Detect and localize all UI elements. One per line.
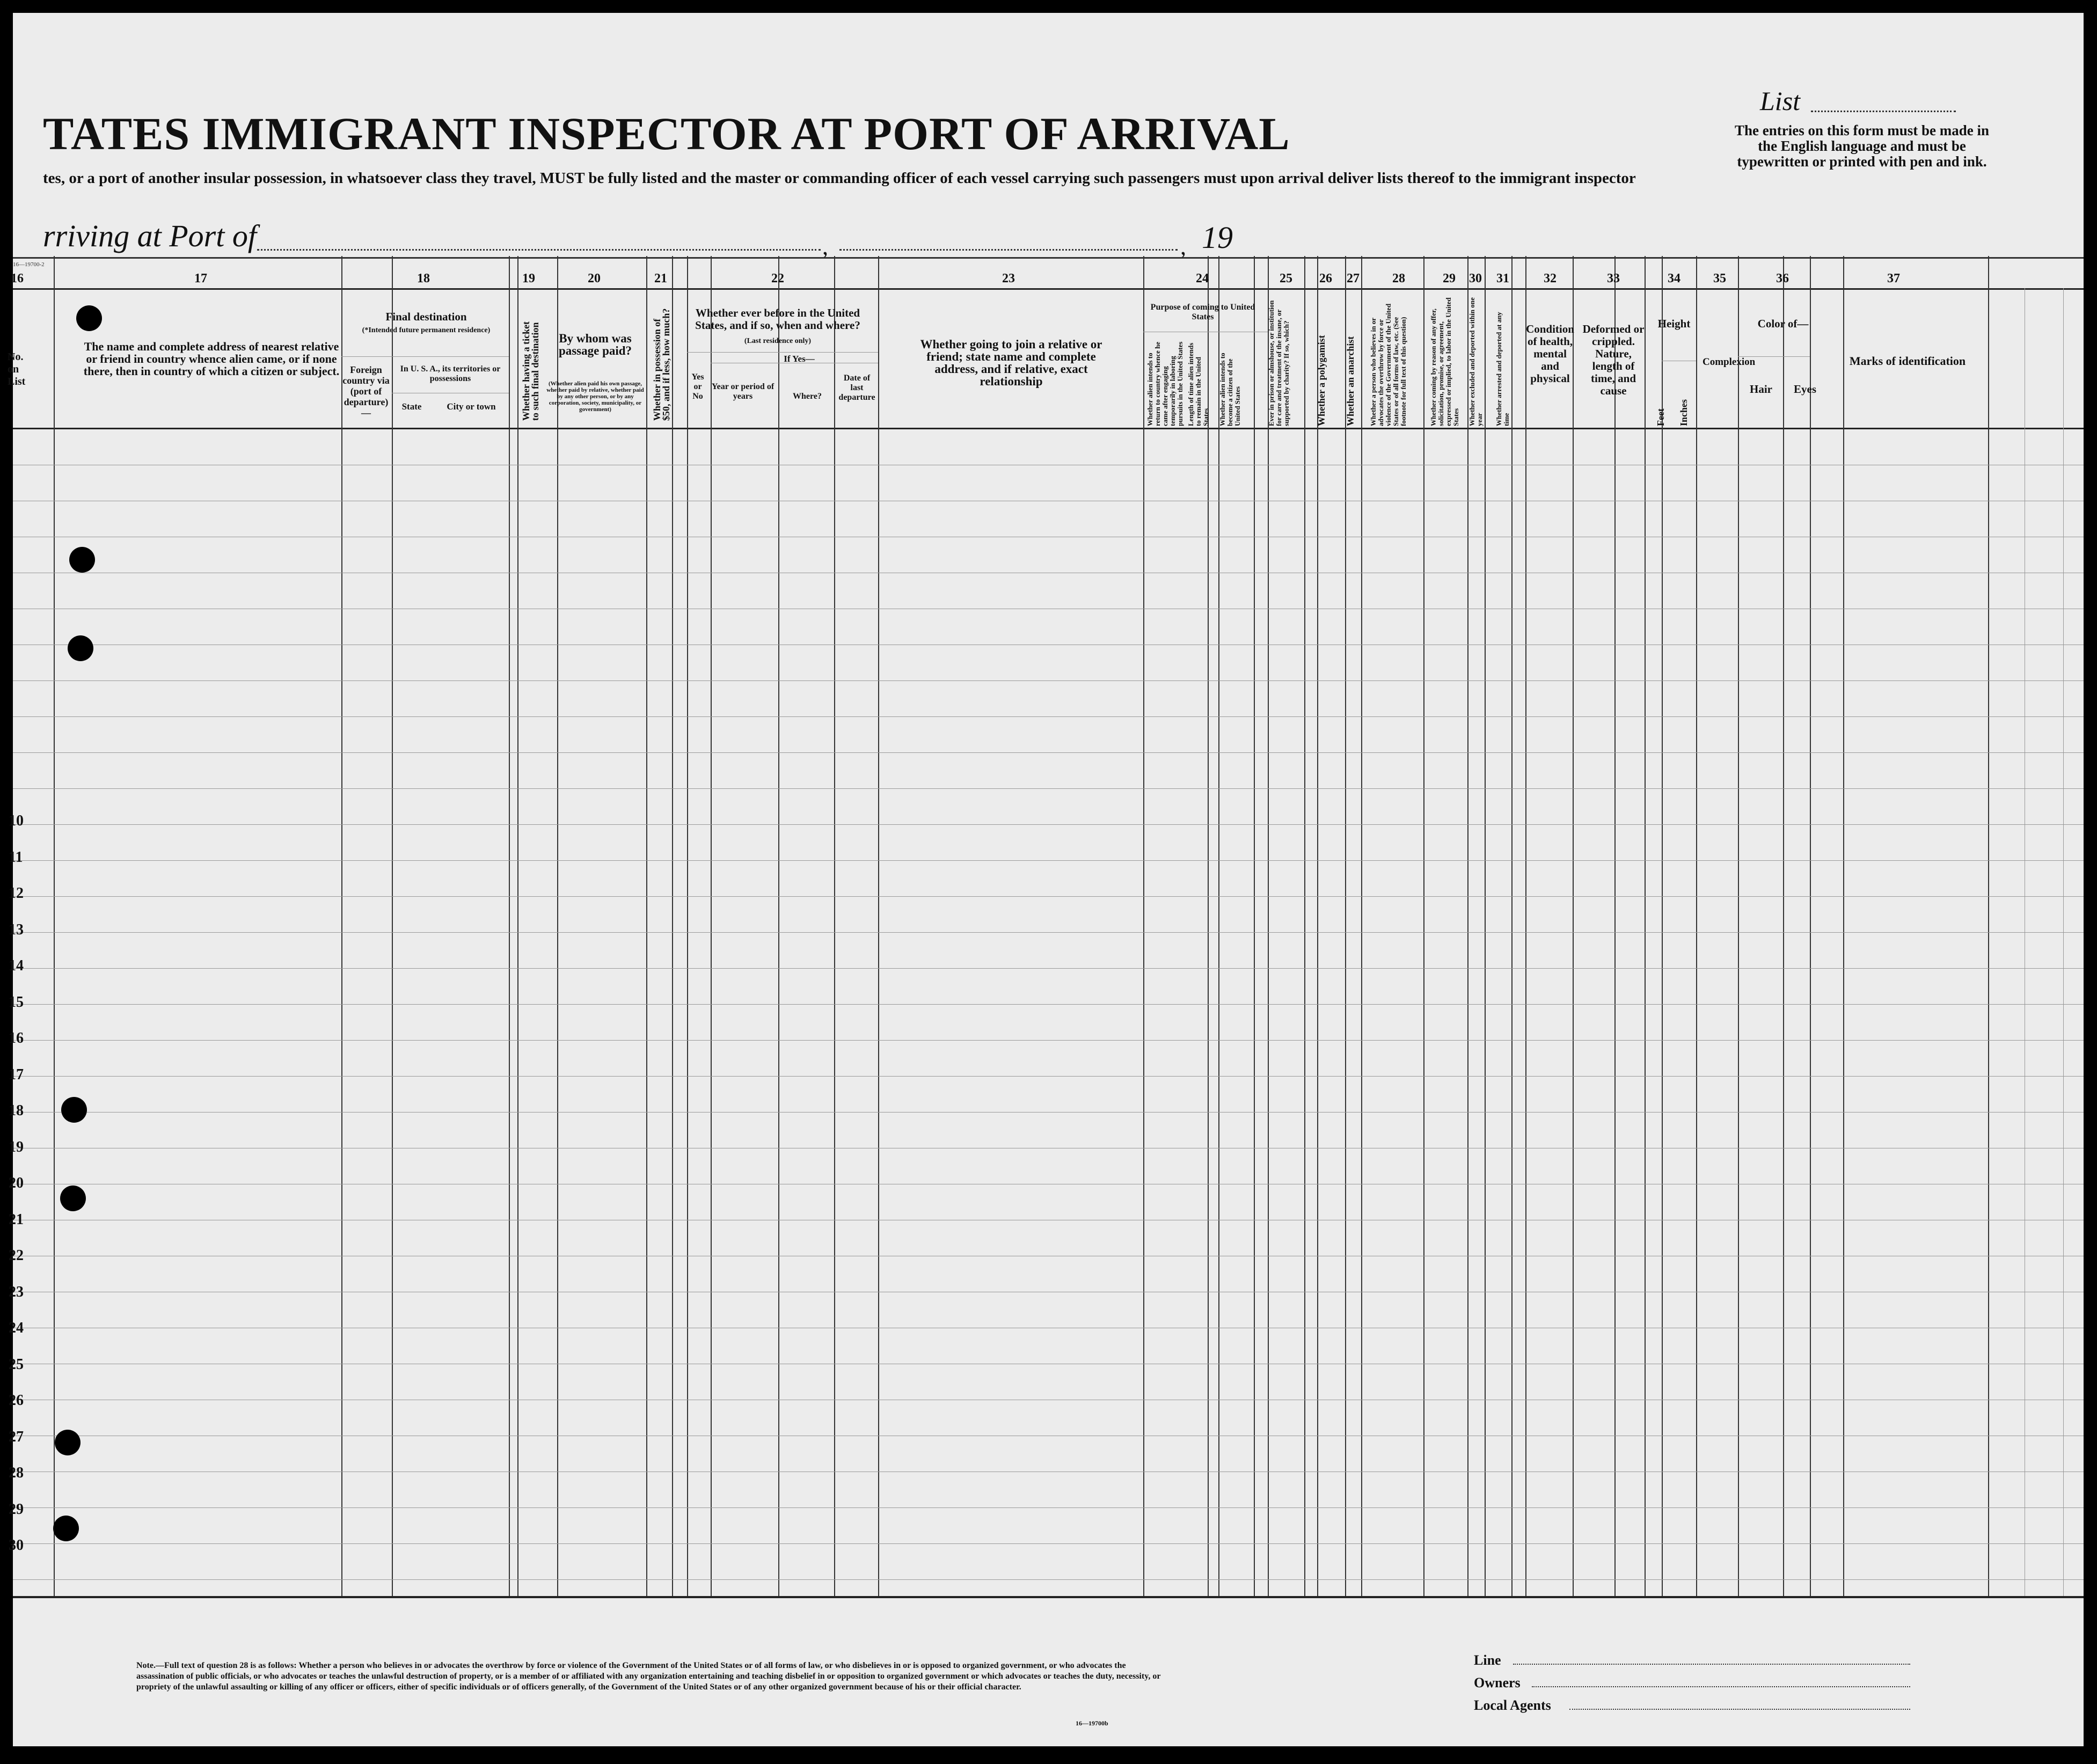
- col-number-20: 20: [588, 272, 601, 286]
- row-rule: [13, 1507, 2084, 1508]
- question-28-footnote: Note.—Full text of question 28 is as follows: Whether a person who believes in or advocates the overthrow by force or violence of the Government of the United States or of all forms of law, or who disbelieves in or is opposed to organized government, or who advocates the assassination of public officials, or who advocates or teaches the unlawful destruction of property, or is a member of or affiliated with any organization entertaining and teaching disbelief in or opposition to organized government or which advocates or teaches the duty, necessity, or propriety of the unlawful assaulting or killing of any officer or officers, either of specific individuals or of officers generally, of the Government of the United States or of any other organized government because of his or their official character.: [136, 1661, 1161, 1692]
- col-20-label: By whom was passage paid?: [558, 332, 632, 357]
- row-number: 14: [9, 957, 24, 974]
- list-label: List: [1760, 86, 1801, 116]
- column-rule: [1988, 256, 1989, 1596]
- column-rule: [834, 256, 835, 1596]
- port-name-field[interactable]: [257, 249, 821, 251]
- row-rule: [13, 860, 2084, 861]
- col-number-23: 23: [1002, 272, 1015, 286]
- col-34-label: Height: [1657, 317, 1691, 330]
- year-prefix: 19: [1202, 220, 1233, 255]
- owners-field[interactable]: [1532, 1686, 1910, 1687]
- col-number-17: 17: [194, 272, 207, 286]
- col-23-label: Whether going to join a relative or friend; state name and complete address, and if relative, exact relationship: [920, 338, 1102, 388]
- english-language-notice: The entries on this form must be made in the English language and must be typewritten or printed with pen and ink.: [1735, 122, 1989, 170]
- row-number: 12: [9, 885, 24, 902]
- column-rule: [1254, 256, 1255, 1596]
- col-number-16: 16: [11, 272, 24, 286]
- column-rule: [1614, 256, 1616, 1596]
- col-26-label: Whether a polygamist: [1316, 335, 1327, 426]
- row-rule: [13, 752, 2084, 753]
- form-code-top: 16—19700-2: [13, 261, 45, 268]
- column-rule: [1345, 256, 1346, 1596]
- col-number-24: 24: [1196, 272, 1209, 286]
- col-number-34: 34: [1668, 272, 1680, 286]
- table-bottom-rule: [13, 1596, 2084, 1598]
- col-number-30: 30: [1469, 272, 1482, 286]
- col-24-label: Purpose of coming to United States: [1150, 303, 1255, 321]
- col-19-label: Whether having a ticket to such final destination: [521, 319, 540, 421]
- column-rule: [1143, 256, 1144, 1596]
- row-number: 19: [9, 1138, 24, 1155]
- col-22-label: Whether ever before in the United States, and if so, when and where?: [695, 306, 860, 332]
- col-36-eyes: Eyes: [1794, 383, 1816, 396]
- row-rule: [13, 1040, 2084, 1041]
- row-rule: [13, 680, 2084, 681]
- col-16-label: No. on List: [8, 351, 26, 387]
- column-rule: [1525, 256, 1526, 1596]
- row-rule: [13, 716, 2084, 717]
- column-rule: [1317, 256, 1318, 1596]
- column-rule: [1783, 256, 1784, 1596]
- column-rule: [1573, 256, 1574, 1596]
- row-number: 11: [9, 848, 23, 866]
- row-number: 29: [9, 1501, 24, 1518]
- column-rule: [1738, 256, 1739, 1596]
- col-33-label: Deformed or crippled. Nature, length of time, and cause: [1582, 323, 1645, 397]
- column-rule: [1511, 256, 1513, 1596]
- form-subtitle: tes, or a port of another insular possession, in whatsoever class they travel, MUST be fully listed and the master or commanding officer of each vessel carrying such passengers must upon arrival deliver lists thereof to the immigrant inspector: [43, 170, 1636, 187]
- column-rule: [1218, 256, 1219, 1596]
- row-number: 30: [9, 1537, 24, 1554]
- column-rule: [1843, 256, 1844, 1596]
- row-rule: [13, 824, 2084, 825]
- column-rule: [1304, 256, 1305, 1596]
- col-number-27: 27: [1347, 272, 1360, 286]
- col-24-citizen-intent: Whether alien intends to become a citizen of the United States: [1218, 351, 1241, 426]
- col-22-note: (Last residence only): [744, 337, 812, 345]
- column-rule: [1208, 256, 1209, 1596]
- col-number-31: 31: [1496, 272, 1509, 286]
- column-rule: [1696, 256, 1697, 1596]
- column-rule: [1268, 256, 1269, 1596]
- row-number: 18: [9, 1102, 24, 1119]
- col-32-label: Condition of health, mental and physical: [1526, 323, 1574, 385]
- col-number-26: 26: [1319, 272, 1332, 286]
- line-label: Line: [1474, 1652, 1501, 1668]
- col-25-label: Ever in prison or almshouse, or institution for care and treatment of the insane, or supported by charity? If so, which?: [1267, 298, 1290, 426]
- row-rule: [13, 1004, 2084, 1005]
- col-22-date-departure: Date of last departure: [838, 374, 875, 402]
- list-number-field[interactable]: [1811, 111, 1956, 112]
- column-rule: [1662, 256, 1663, 1596]
- col-number-32: 32: [1544, 272, 1557, 286]
- row-rule: [13, 896, 2084, 897]
- punch-hole: [68, 635, 93, 661]
- column-rule: [1645, 256, 1646, 1596]
- col-36-label: Color of—: [1757, 317, 1809, 330]
- local-agents-label: Local Agents: [1474, 1697, 1551, 1713]
- manifest-sheet: [8, 13, 2084, 1746]
- col-37-label: Marks of identification: [1849, 354, 1966, 368]
- column-rule: [687, 256, 688, 1596]
- col-number-18: 18: [417, 272, 430, 286]
- col-18-note: (*Intended future permanent residence): [362, 326, 491, 334]
- form-title: TATES IMMIGRANT INSPECTOR AT PORT OF ARRIVAL: [43, 108, 1290, 159]
- local-agents-field[interactable]: [1569, 1709, 1910, 1710]
- row-number: 10: [9, 813, 24, 829]
- subheader-rule: [341, 356, 509, 357]
- col-28-label: Whether a person who believes in or advocates the overthrow by force or violence of the Government of the United States or of all forms of law, etc. (See footnote for full text of this question): [1369, 302, 1407, 426]
- row-rule: [13, 788, 2084, 789]
- col-30-label: Whether excluded and deported within one year: [1468, 295, 1484, 426]
- col-31-label: Whether arrested and deported at any time: [1495, 310, 1510, 426]
- column-rule: [646, 256, 647, 1596]
- row-number: 20: [9, 1175, 24, 1191]
- row-number: 25: [9, 1356, 24, 1373]
- row-number: 22: [9, 1247, 24, 1264]
- row-number: 27: [9, 1428, 24, 1445]
- col-18-label: Final destination: [385, 310, 467, 323]
- col-18-city: City or town: [447, 401, 496, 412]
- punch-hole: [76, 305, 102, 331]
- column-rule: [1467, 256, 1468, 1596]
- col-22-if-yes: If Yes—: [784, 354, 815, 364]
- col-18-usa: In U. S. A., its territories or possessions: [400, 364, 501, 383]
- row-number: 26: [9, 1392, 24, 1409]
- port-of-arrival-label: rriving at Port of: [43, 218, 257, 253]
- row-number: 16: [9, 1030, 24, 1046]
- col-36-hair: Hair: [1750, 383, 1772, 396]
- row-number: 13: [9, 921, 24, 938]
- column-rule: [54, 256, 55, 1596]
- column-rule: [509, 256, 510, 1596]
- column-rule: [1423, 256, 1424, 1596]
- column-rule: [341, 256, 342, 1596]
- row-rule: [13, 932, 2084, 933]
- col-35-label: Complexion: [1703, 356, 1756, 368]
- col-number-28: 28: [1392, 272, 1405, 286]
- col-22-period: Year or period of years: [711, 382, 774, 401]
- punch-hole: [61, 1097, 87, 1123]
- col-24-length-of-stay: Length of time alien intends to remain in the United States: [1187, 341, 1210, 426]
- col-number-35: 35: [1713, 272, 1726, 286]
- row-rule: [13, 1579, 2084, 1580]
- col-17-label: The name and complete address of nearest relative or friend in country whence alien came, or if none there, then in country of which a citizen or subject.: [83, 340, 340, 378]
- col-number-36: 36: [1776, 272, 1789, 286]
- punch-hole: [60, 1185, 86, 1211]
- col-29-label: Whether coming by reason of any offer, solicitation, promise, or agreement, expressed or implied, to labor in the United States: [1429, 295, 1460, 426]
- col-number-21: 21: [654, 272, 667, 286]
- row-number: 21: [9, 1211, 24, 1228]
- col-number-29: 29: [1443, 272, 1456, 286]
- column-rule: [778, 256, 779, 1596]
- owners-label: Owners: [1474, 1675, 1521, 1690]
- punch-hole: [53, 1516, 79, 1541]
- column-rule: [1485, 256, 1486, 1596]
- col-number-22: 22: [771, 272, 784, 286]
- row-number: 23: [9, 1283, 24, 1300]
- col-number-19: 19: [522, 272, 535, 286]
- column-rule: [672, 256, 673, 1596]
- col-18-state: State: [401, 401, 422, 412]
- row-number: 28: [9, 1465, 24, 1481]
- punch-hole: [69, 547, 95, 573]
- row-rule: [13, 968, 2084, 969]
- col-21-label: Whether in possession of $50, and if less, how much?: [652, 308, 671, 421]
- line-field[interactable]: [1513, 1664, 1910, 1665]
- col-number-37: 37: [1887, 272, 1900, 286]
- col-22-yes-or-no: Yes or No: [691, 372, 704, 401]
- col-22-where: Where?: [793, 392, 822, 401]
- column-rule: [517, 256, 518, 1596]
- column-rule: [1361, 256, 1362, 1596]
- comma: ,: [822, 233, 828, 260]
- row-number: 15: [9, 993, 24, 1011]
- column-rule: [878, 256, 879, 1596]
- col-number-33: 33: [1607, 272, 1620, 286]
- column-rule: [711, 256, 712, 1596]
- column-number-rule: [13, 288, 2084, 290]
- arrival-date-field[interactable]: [839, 249, 1178, 251]
- col-18-foreign-country: Foreign country via (port of departure)—: [342, 364, 390, 418]
- column-rule: [392, 256, 393, 1596]
- col-24-return-intent: Whether alien intends to return to country whence he came after engaging temporarily in laboring pursuits in the United States: [1146, 340, 1184, 426]
- row-rule: [13, 1543, 2084, 1544]
- col-27-label: Whether an anarchist: [1345, 336, 1356, 426]
- col-34-inches: Inches: [1678, 399, 1689, 426]
- header-bottom-rule: [13, 428, 2084, 429]
- column-rule: [1810, 256, 1811, 1596]
- col-20-note: (Whether alien paid his own passage, whether paid by relative, whether paid by any other person, or by any corporation, society, municipality, or government): [546, 380, 644, 413]
- punch-hole: [55, 1430, 81, 1455]
- row-number: 17: [9, 1066, 24, 1083]
- col-34-feet: Feet: [1655, 408, 1666, 426]
- col-number-25: 25: [1280, 272, 1292, 286]
- form-code-bottom: 16—19700b: [1076, 1719, 1108, 1727]
- top-rule: [13, 257, 2084, 259]
- column-rule: [557, 256, 558, 1596]
- row-number: 24: [9, 1320, 24, 1336]
- row-rule: [13, 1076, 2084, 1077]
- comma: ,: [1180, 233, 1186, 260]
